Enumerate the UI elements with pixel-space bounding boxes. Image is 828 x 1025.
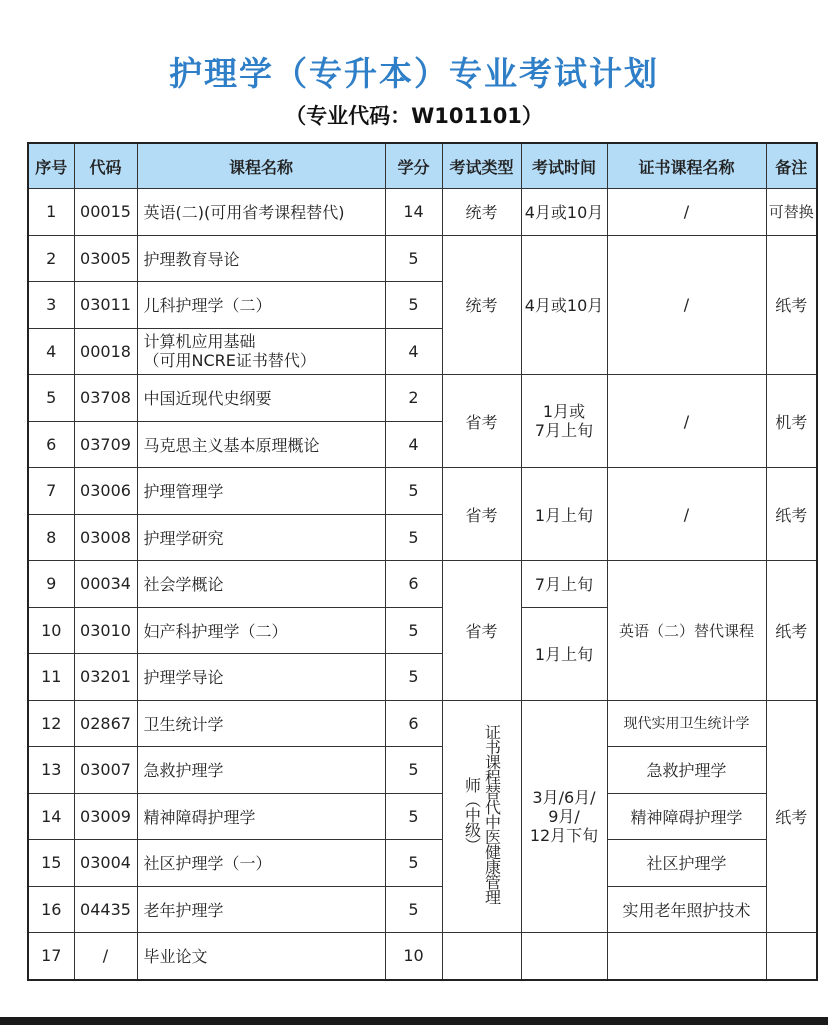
exam-type: 省考: [442, 561, 521, 701]
row-course-name: 毕业论文: [137, 933, 385, 980]
header-no: 序号: [28, 143, 74, 189]
table-row: [28, 561, 817, 608]
header-note: 备注: [766, 143, 817, 189]
row-no: 4: [28, 328, 74, 375]
row-no: 16: [28, 886, 74, 933]
note: [766, 933, 817, 980]
row-credit: 10: [385, 933, 442, 980]
row-code: 03004: [74, 840, 137, 887]
row-code: 03011: [74, 282, 137, 329]
row-code: 03007: [74, 747, 137, 794]
exam-time: 4月或10月: [521, 189, 607, 236]
row-course-name: 护理教育导论: [137, 235, 385, 282]
table-row: [28, 933, 817, 980]
exam-type: 统考: [442, 235, 521, 375]
row-course-name: 急救护理学: [137, 747, 385, 794]
row-course-name: 社会学概论: [137, 561, 385, 608]
cert-course: 实用老年照护技术: [607, 886, 766, 933]
row-code: 00034: [74, 561, 137, 608]
exam-time: [521, 375, 607, 468]
row-code: 03009: [74, 793, 137, 840]
exam-time-line2: 9月/: [548, 806, 580, 826]
exam-type-vertical: 证书课程替代中医健康管理师（中级）: [462, 724, 502, 905]
note: 可替换: [766, 189, 817, 236]
note: 纸考: [766, 235, 817, 375]
exam-time: [521, 933, 607, 980]
row-credit: 6: [385, 561, 442, 608]
cert-course: /: [607, 189, 766, 236]
row-course-name: 儿科护理学（二）: [137, 282, 385, 329]
row-credit: 4: [385, 421, 442, 468]
exam-time: 4月或10月: [521, 235, 607, 375]
row-credit: 5: [385, 235, 442, 282]
row-course-name: [137, 328, 385, 375]
row-course-name: 护理学导论: [137, 654, 385, 701]
row-code: 03010: [74, 607, 137, 654]
row-code: 04435: [74, 886, 137, 933]
row-credit: 5: [385, 654, 442, 701]
row-course-name: 英语(二)(可用省考课程替代): [137, 189, 385, 236]
row-no: 11: [28, 654, 74, 701]
row-credit: 5: [385, 282, 442, 329]
exam-time-line2: 7月上旬: [534, 421, 594, 440]
cert-course: /: [607, 375, 766, 468]
row-no: 15: [28, 840, 74, 887]
note: 纸考: [766, 700, 817, 933]
exam-type: 省考: [442, 375, 521, 468]
exam-time-line1: 1月或: [542, 402, 586, 421]
row-code: 00018: [74, 328, 137, 375]
exam-type: [442, 933, 521, 980]
row-code: 03709: [74, 421, 137, 468]
row-credit: 5: [385, 607, 442, 654]
header-exam-time: 考试时间: [521, 143, 607, 189]
row-course-name: 卫生统计学: [137, 700, 385, 747]
row-credit: 4: [385, 328, 442, 375]
cert-course: 精神障碍护理学: [607, 793, 766, 840]
row-course-name: 护理管理学: [137, 468, 385, 515]
row-no: 1: [28, 189, 74, 236]
row-credit: 5: [385, 886, 442, 933]
row-course-name: 老年护理学: [137, 886, 385, 933]
row-no: 14: [28, 793, 74, 840]
row-credit: 5: [385, 747, 442, 794]
exam-type: 统考: [442, 189, 521, 236]
header-cert-course: 证书课程名称: [607, 143, 766, 189]
cert-course: 急救护理学: [607, 747, 766, 794]
header-credit: 学分: [385, 143, 442, 189]
row-credit: 5: [385, 793, 442, 840]
page-title: 护理学（专升本）专业考试计划: [169, 54, 659, 93]
row-no: 17: [28, 933, 74, 980]
cert-course: 社区护理学: [607, 840, 766, 887]
row-credit: 5: [385, 514, 442, 561]
row-no: 6: [28, 421, 74, 468]
table-row: [28, 840, 817, 887]
row-code: 03008: [74, 514, 137, 561]
course-name-line1: 计算机应用基础: [143, 332, 256, 352]
row-code: 02867: [74, 700, 137, 747]
row-no: 3: [28, 282, 74, 329]
row-credit: 14: [385, 189, 442, 236]
row-code: 03005: [74, 235, 137, 282]
row-code: 03201: [74, 654, 137, 701]
exam-time: 1月上旬: [521, 607, 607, 700]
table-row: [28, 700, 817, 747]
table-row: [28, 375, 817, 422]
table-row: [28, 793, 817, 840]
row-credit: 6: [385, 700, 442, 747]
note: 机考: [766, 375, 817, 468]
header-course-name: 课程名称: [137, 143, 385, 189]
row-course-name: 社区护理学（一）: [137, 840, 385, 887]
row-no: 8: [28, 514, 74, 561]
cert-course: 现代实用卫生统计学: [607, 700, 766, 747]
header-exam-type: 考试类型: [442, 143, 521, 189]
row-course-name: 妇产科护理学（二）: [137, 607, 385, 654]
row-no: 2: [28, 235, 74, 282]
row-no: 9: [28, 561, 74, 608]
row-no: 10: [28, 607, 74, 654]
exam-type: [442, 700, 521, 933]
table-row: [28, 189, 817, 236]
row-no: 5: [28, 375, 74, 422]
row-code: 03006: [74, 468, 137, 515]
table-row: [28, 468, 817, 515]
row-credit: 5: [385, 840, 442, 887]
row-code: /: [74, 933, 137, 980]
note: 纸考: [766, 468, 817, 561]
row-code: 00015: [74, 189, 137, 236]
row-course-name: 精神障碍护理学: [137, 793, 385, 840]
cert-course: /: [607, 235, 766, 375]
exam-time-line1: 3月/6月/: [532, 787, 596, 807]
row-course-name: 马克思主义基本原理概论: [137, 421, 385, 468]
exam-time: 7月上旬: [521, 561, 607, 608]
row-code: 03708: [74, 375, 137, 422]
bottom-bar: [0, 1017, 828, 1025]
row-no: 13: [28, 747, 74, 794]
cert-course: 英语（二）替代课程: [607, 561, 766, 701]
row-credit: 5: [385, 468, 442, 515]
row-course-name: 中国近现代史纲要: [137, 375, 385, 422]
table-row: [28, 886, 817, 933]
page-subtitle: （专业代码：W101101）: [285, 104, 543, 128]
course-name-line2: （可用NCRE证书替代）: [143, 351, 316, 371]
cert-course: /: [607, 468, 766, 561]
row-no: 12: [28, 700, 74, 747]
cert-course: [607, 933, 766, 980]
exam-type: 省考: [442, 468, 521, 561]
row-credit: 2: [385, 375, 442, 422]
row-no: 7: [28, 468, 74, 515]
table-row: [28, 235, 817, 282]
exam-time: 1月上旬: [521, 468, 607, 561]
note: 纸考: [766, 561, 817, 701]
table-row: [28, 747, 817, 794]
exam-time: [521, 700, 607, 933]
exam-time-line3: 12月下旬: [529, 825, 599, 845]
header-code: 代码: [74, 143, 137, 189]
table-header-row: [28, 143, 817, 189]
row-course-name: 护理学研究: [137, 514, 385, 561]
exam-plan-table: [27, 142, 818, 981]
